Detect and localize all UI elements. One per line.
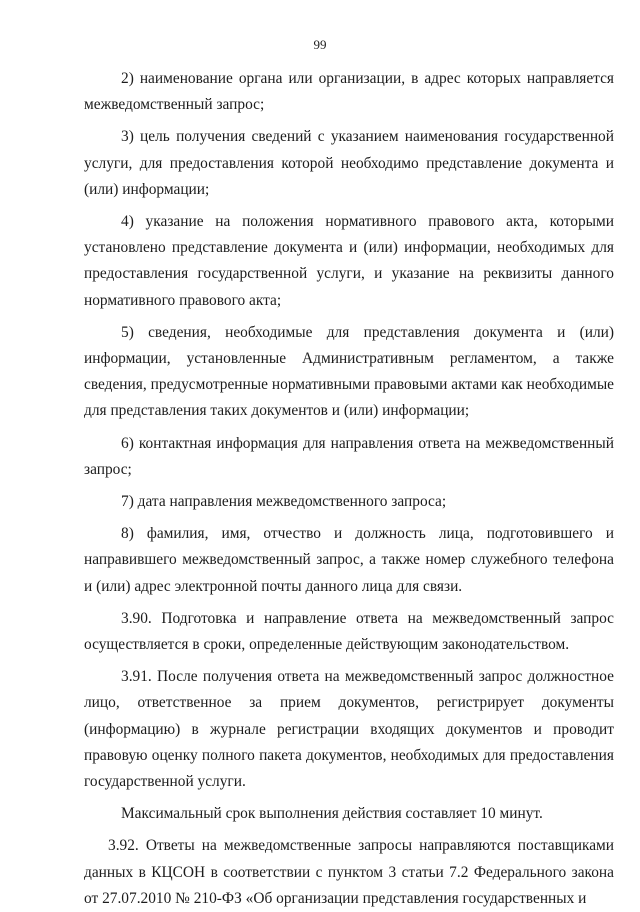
paragraph-item-5: 5) сведения, необходимые для представления документа и (или) информации, установленные Административным регламентом, а также сведения, предусмотренные нормативными правовыми актами как необходимые для представления таких документов и (или) информации; [84, 323, 614, 420]
document-body [84, 66, 614, 912]
page-number: 99 [313, 37, 327, 52]
paragraph-item-4: 4) указание на положения нормативного правового акта, которыми установлено представление документа и (или) информации, необходимых для предоставления государственной услуги, и указание на реквизиты данного нормативного правового акта; [84, 213, 614, 309]
paragraph-item-3: 3) цель получения сведений с указанием наименования государственной услуги, для предоставления которой необходимо представление документа и (или) информации; [84, 128, 614, 198]
paragraph-item-2: 2) наименование органа или организации, в адрес которых направляется межведомственный запрос; [84, 70, 614, 114]
paragraph-3-91: 3.91. После получения ответа на межведомственный запрос должностное лицо, ответственное за прием документов, регистрирует документы (информацию) в журнале регистрации входящих документов и проводит правовую оценку полного пакета документов, необходимых для предоставления государственной услуги. [84, 668, 614, 791]
paragraph-item-6: 6) контактная информация для направления ответа на межведомственный запрос; [84, 434, 614, 478]
paragraph-item-7: 7) дата направления межведомственного запроса; [121, 493, 447, 511]
paragraph-item-8: 8) фамилия, имя, отчество и должность лица, подготовившего и направившего межведомственный запрос, а также номер служебного телефона и (или) адрес электронной почты данного лица для связи. [84, 525, 614, 595]
paragraph-3-90: 3.90. Подготовка и направление ответа на межведомственный запрос осуществляется в сроки, определенные действующим законодательством. [84, 609, 614, 654]
paragraph-max-time: Максимальный срок выполнения действия составляет 10 минут. [121, 805, 543, 823]
paragraph-3-92: 3.92. Ответы на межведомственные запросы направляются поставщиками данных в КЦСОН в соответствии с пунктом 3 статьи 7.2 Федерального закона от 27.07.2010 № 210-ФЗ «Об организации представления государственных и [84, 837, 614, 907]
